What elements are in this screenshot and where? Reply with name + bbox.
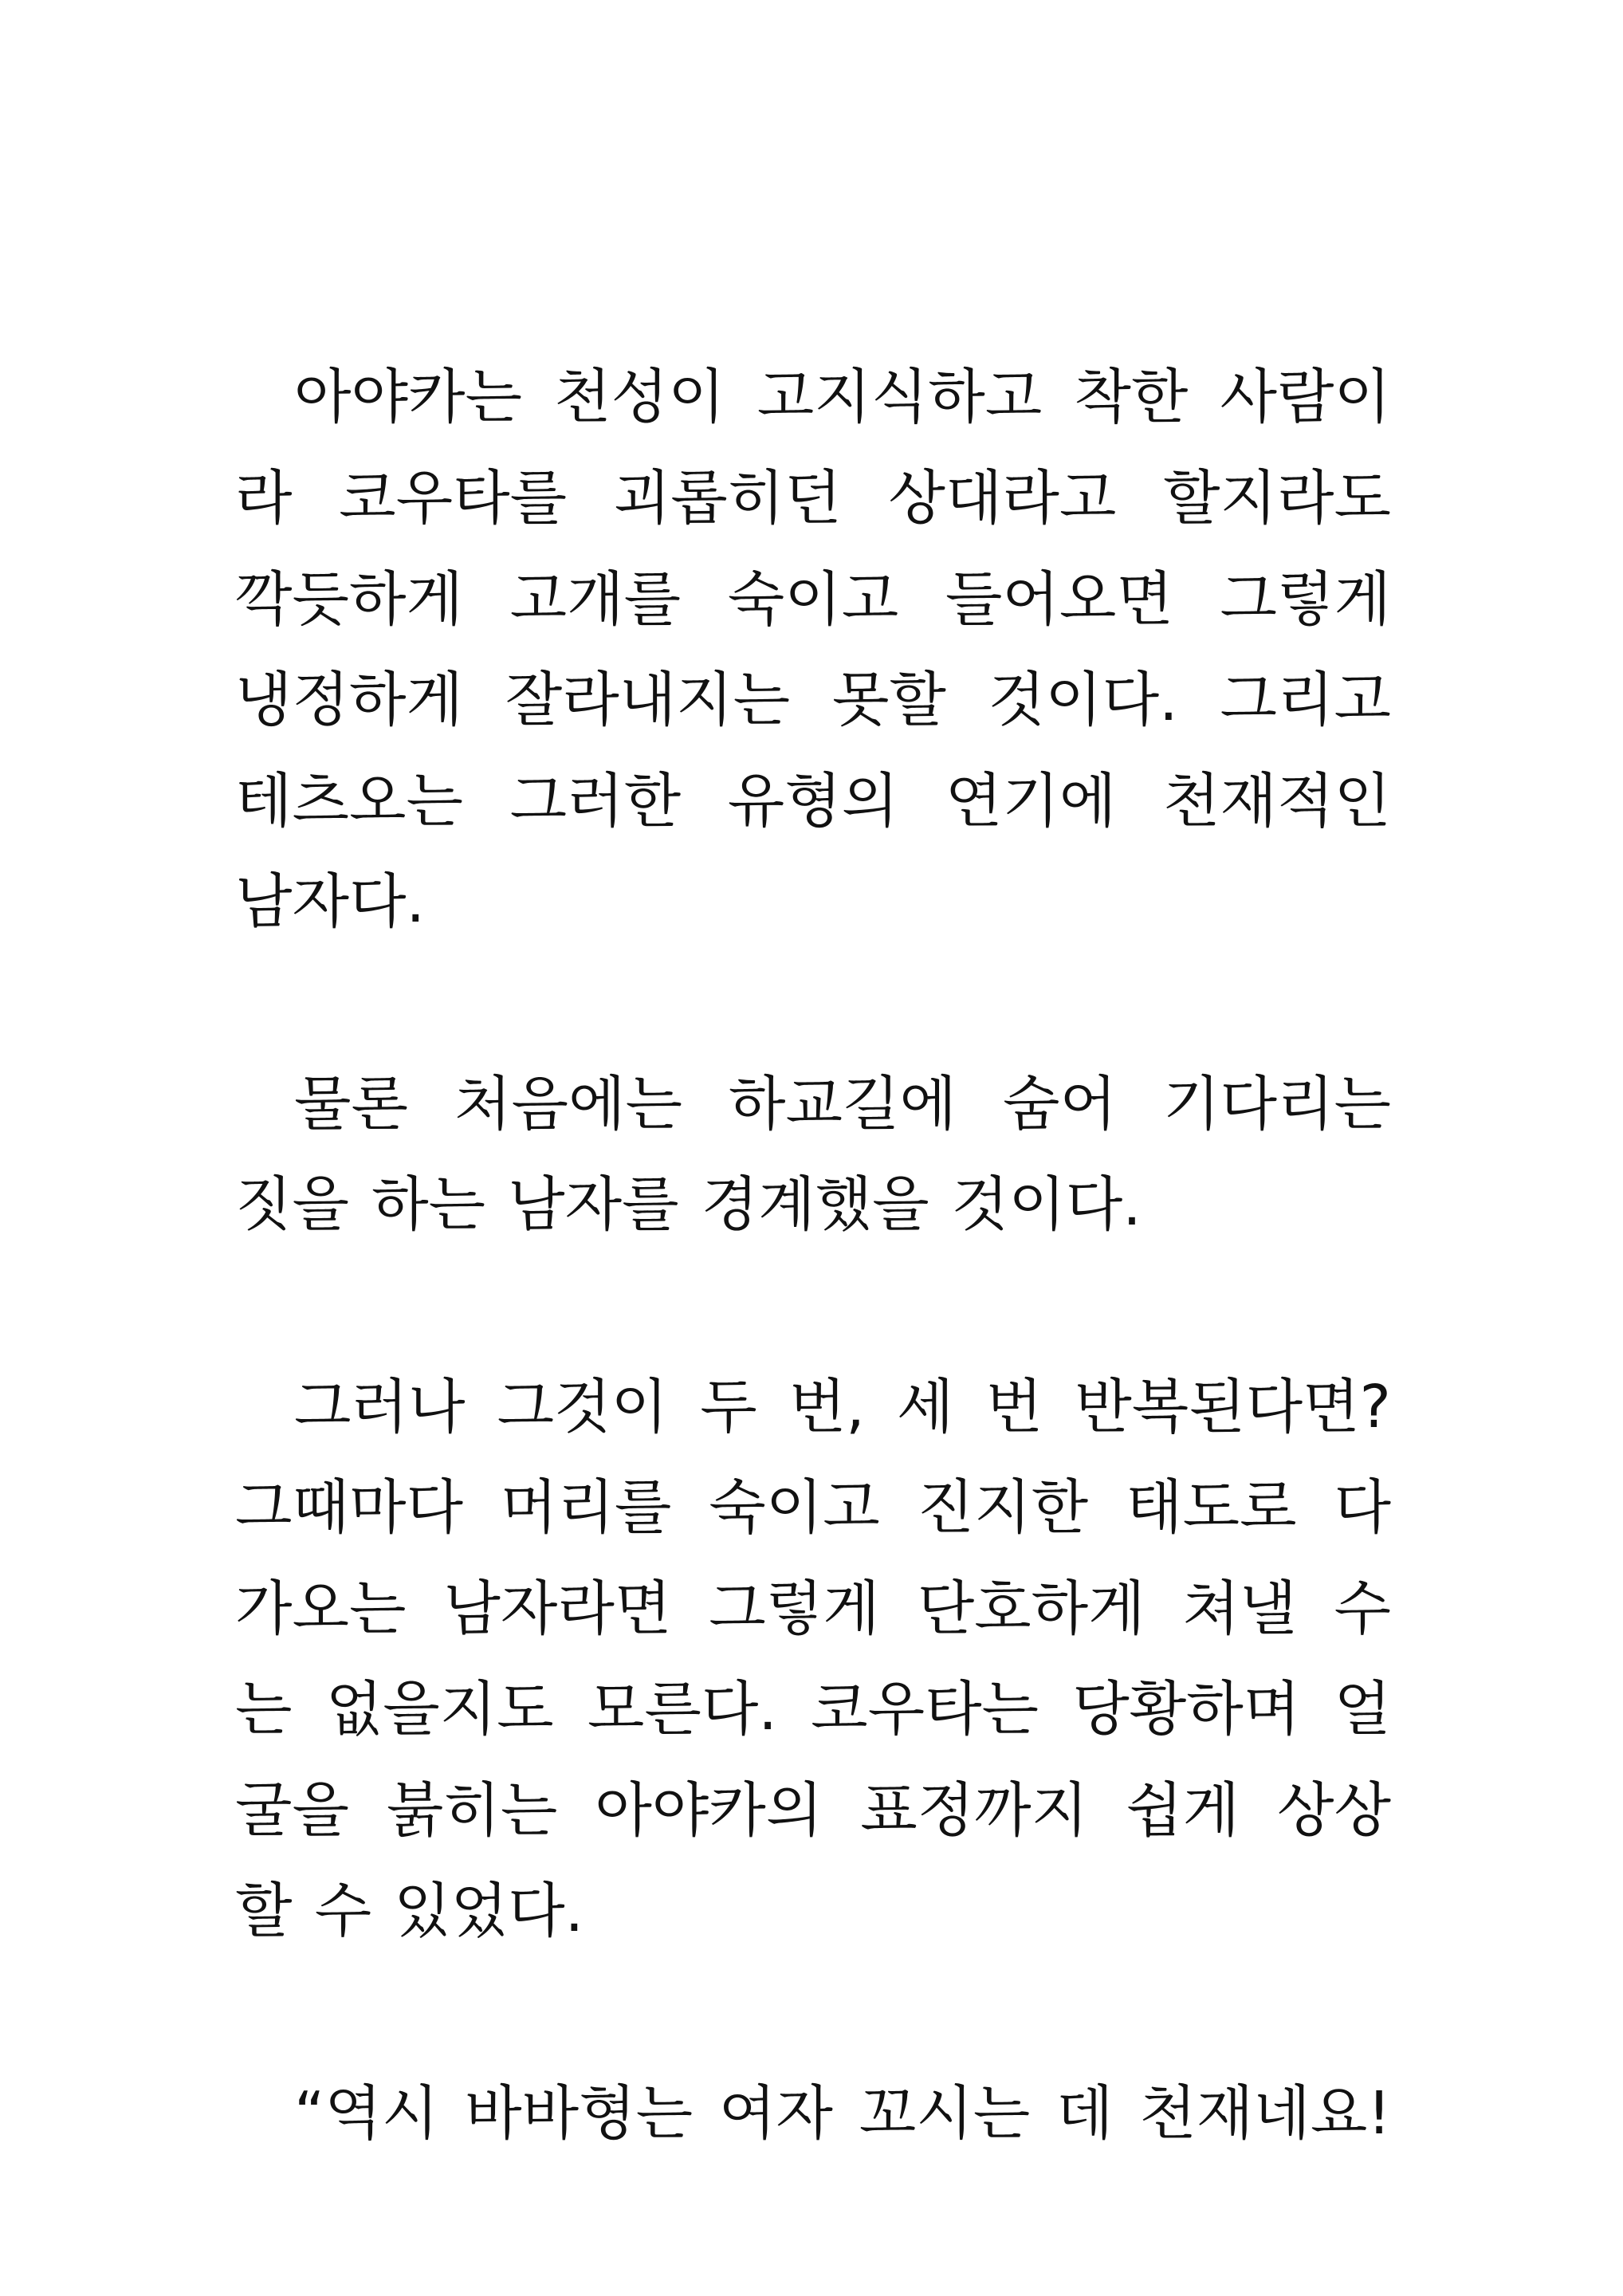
word: 수 [314,1877,372,1945]
word: 그러나 [294,1373,466,1441]
text-line [235,1665,1391,1753]
text-line [235,353,1391,441]
word: 당황하며 [1072,1675,1301,1744]
word: 그러한 [509,767,682,835]
word: 것이다. [988,666,1178,734]
word: 두 [700,1373,757,1441]
word: 경계했을 [701,1170,929,1239]
text-line [235,1363,1391,1451]
word: 할지라도 [1163,464,1391,533]
word: 들어오면 [945,565,1173,634]
word: 그렇게 [709,1575,880,1643]
word: 착한 [1074,363,1189,431]
text-line [235,556,1391,643]
word: 천재네요! [1139,2079,1391,2148]
word: 기다리는 [1163,1070,1391,1138]
word: 유형의 [727,767,899,835]
word: 그것이 [497,1373,669,1441]
word: 상대라고 [888,464,1117,533]
word: 괴롭히던 [613,464,842,533]
word: 천성이 [554,363,725,431]
text-line [235,656,1391,744]
word: 그리고 [1220,666,1391,734]
word: 물론 [294,1070,408,1138]
word: 처음에는 [454,1070,682,1138]
word: 것이다. [951,1170,1142,1239]
text-line [235,1565,1391,1653]
word: 얼 [1334,1675,1391,1744]
word: 상상 [1277,1776,1391,1845]
word: 남자를 [508,1170,679,1239]
word: 짓을 [235,1170,349,1239]
word: 잘라내지는 [505,666,791,734]
word: 단호하게 [917,1575,1146,1643]
word: 그때마다 [235,1473,463,1542]
word: 머리를 [500,1473,672,1542]
word: 고지식하고 [756,363,1043,431]
word: 깍듯하게 [235,565,463,634]
word: 라 [235,464,293,533]
word: 번, [788,1373,865,1441]
word: 쳐낼 [1182,1575,1297,1643]
word: 표정까지 [860,1776,1089,1845]
word: 사람이 [1220,363,1391,431]
word: 붉히는 [386,1776,558,1845]
text-line [235,454,1391,542]
word: 코우타는 [811,1675,1039,1744]
word: 남자다. [235,867,425,936]
word: 냉정하게 [235,666,463,734]
word: 는 [235,1675,293,1744]
word: 모른다. [587,1675,777,1744]
word: 못할 [831,666,946,734]
text-line [235,1867,1391,1955]
word: 아야카는 [294,363,522,431]
word: 숙이고 [709,1473,880,1542]
text-line [235,1767,1391,1854]
text-line [235,1464,1391,1551]
text-line [235,757,1391,845]
word: 그렇게 [1220,565,1391,634]
word: 코우타를 [339,464,568,533]
word: 남자라면 [443,1575,672,1643]
text-line [235,1060,1391,1148]
word: 있었다. [394,1877,584,1945]
word: 데 [1056,2079,1114,2148]
word: 할 [235,1877,293,1945]
word: 여자 [718,2079,833,2148]
word: 세 [896,1373,954,1441]
text-line [235,1161,1391,1248]
word: 쉽게 [1126,1776,1240,1845]
word: 천재적인 [1163,767,1391,835]
word: 고개를 [509,565,682,634]
word: 수 [1334,1575,1391,1643]
word: 진지한 [917,1473,1089,1542]
word: 테츠오는 [235,767,463,835]
word: 아야카의 [595,1776,823,1845]
word: 바바형는 [465,2079,694,2148]
word: 번 [985,1373,1043,1441]
word: 꼬시는 [859,2079,1031,2148]
word: 숙이고 [727,565,899,634]
word: 하는 [371,1170,486,1239]
word: 숨어 [1003,1070,1117,1138]
word: 굴을 [235,1776,349,1845]
word: 연기에 [945,767,1117,835]
word: 하교길에 [729,1070,957,1138]
word: “역시 [294,2079,439,2148]
word: 태도로 [1126,1473,1297,1542]
word: 가오는 [235,1575,407,1643]
word: 없을지도 [325,1675,554,1744]
word: 다 [1334,1473,1391,1542]
text-line [235,858,1391,946]
text-line [235,2070,1391,2157]
word: 반복된다면? [1075,1373,1391,1441]
